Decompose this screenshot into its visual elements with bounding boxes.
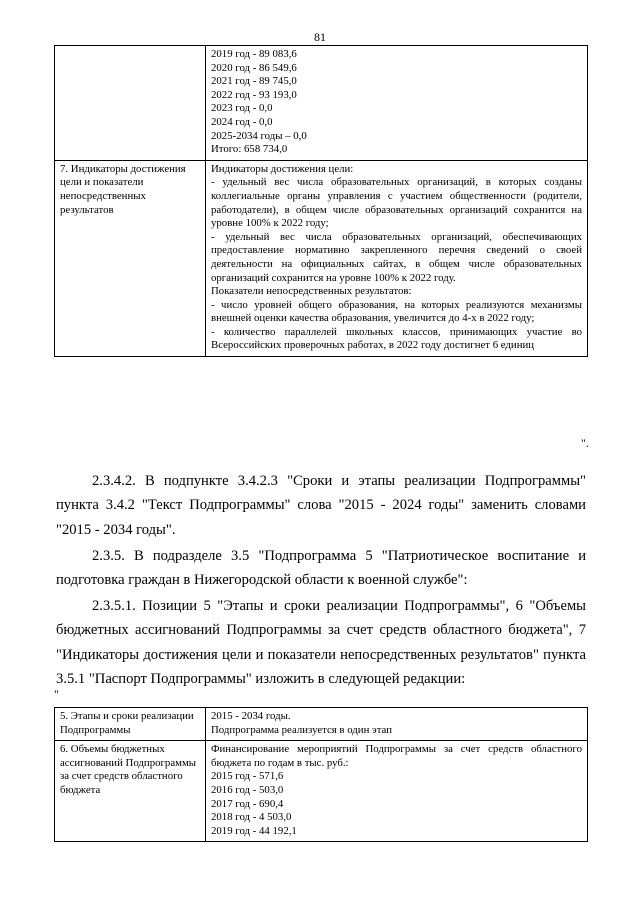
funding-line: 2018 год - 4 503,0 bbox=[211, 811, 292, 824]
funding-line: 2021 год - 89 745,0 bbox=[211, 75, 297, 88]
funding-line: 2019 год - 44 192,1 bbox=[211, 824, 297, 837]
passport-table-subprogram-5 bbox=[54, 707, 588, 842]
opening-quote: " bbox=[54, 687, 59, 701]
closing-quote: ". bbox=[581, 436, 589, 450]
results-heading: Показатели непосредственных результатов: bbox=[211, 285, 412, 298]
funding-line: 2023 год - 0,0 bbox=[211, 102, 273, 115]
row-label bbox=[55, 46, 206, 161]
row-content bbox=[206, 741, 588, 842]
funding-line: 2024 год - 0,0 bbox=[211, 115, 273, 128]
results-item: - число уровней общего образования, на которых реализуются механизмы внешней оценки качества образования, увеличится до 4-х в 2022 году; bbox=[211, 298, 582, 325]
funding-line: 2015 год - 571,6 bbox=[211, 770, 284, 783]
stages-line: 2015 - 2034 годы. bbox=[211, 710, 291, 722]
row-content bbox=[206, 708, 588, 741]
page-number: 81 bbox=[314, 30, 326, 44]
row-label: 6. Объемы бюджетных ассигнований Подпрограммы за счет средств областного бюджета bbox=[55, 741, 206, 842]
funding-line: 2016 год - 503,0 bbox=[211, 783, 284, 796]
funding-line: 2025-2034 годы – 0,0 bbox=[211, 129, 307, 142]
row-content bbox=[206, 46, 588, 161]
indicator-item: - удельный вес числа образовательных организаций, в которых созданы коллегиальные органы управления с участием общественности (родители, работодатели), в общем числе образовательных организаций сохранится на уровне 100% к 2022 году; bbox=[211, 176, 582, 230]
row-content bbox=[206, 160, 588, 356]
funding-line: 2020 год - 86 549,6 bbox=[211, 61, 297, 74]
paragraph-2-3-5-1: 2.3.5.1. Позиции 5 "Этапы и сроки реализации Подпрограммы", 6 "Объемы бюджетных ассигнований Подпрограммы за счет средств областного бюджета", 7 "Индикаторы достижения цели и показатели непосредственных результатов" пункта 3.5.1 "Паспорт Подпрограммы" изложить в следующей редакции: bbox=[56, 597, 586, 688]
indicator-heading: Индикаторы достижения цели: bbox=[211, 162, 354, 175]
funding-line: 2019 год - 89 083,6 bbox=[211, 48, 297, 60]
paragraph-2-3-5: 2.3.5. В подразделе 3.5 "Подпрограмма 5 "Патриотическое воспитание и подготовка граждан в Нижегородской области к военной службе": bbox=[56, 547, 586, 589]
results-item: - количество параллелей школьных классов, принимающих участие во Всероссийских проверочных работах, в 2022 году достигнет 6 единиц bbox=[211, 325, 582, 352]
indicator-item: - удельный вес числа образовательных организаций, обеспечивающих предоставление нормативно закрепленного перечня сведений о своей деятельности на официальных сайтах, в общем числе образовательных организаций сохранится на уровне 100% к 2022 году. bbox=[211, 230, 582, 284]
funding-line: 2017 год - 690,4 bbox=[211, 797, 284, 810]
table-row-indicators bbox=[55, 160, 588, 356]
row-label: 5. Этапы и сроки реализации Подпрограммы bbox=[55, 708, 206, 741]
passport-table-continued bbox=[54, 45, 588, 357]
funding-intro: Финансирование мероприятий Подпрограммы за счет средств областного бюджета по годам в тыс. руб.: bbox=[211, 743, 582, 769]
table-row-funding-years bbox=[55, 46, 588, 161]
table-row-funding bbox=[55, 741, 588, 842]
row-label: 7. Индикаторы достижения цели и показатели непосредственных результатов bbox=[55, 160, 206, 356]
stages-line: Подпрограмма реализуется в один этап bbox=[211, 723, 392, 736]
funding-total: Итого: 658 734,0 bbox=[211, 143, 288, 156]
table-row-stages bbox=[55, 708, 588, 741]
funding-line: 2022 год - 93 193,0 bbox=[211, 88, 297, 101]
paragraph-2-3-4-2: 2.3.4.2. В подпункте 3.4.2.3 "Сроки и этапы реализации Подпрограммы" пункта 3.4.2 "Текст Подпрограммы" слова "2015 - 2024 годы" заменить словами "2015 - 2034 годы". bbox=[56, 472, 586, 538]
